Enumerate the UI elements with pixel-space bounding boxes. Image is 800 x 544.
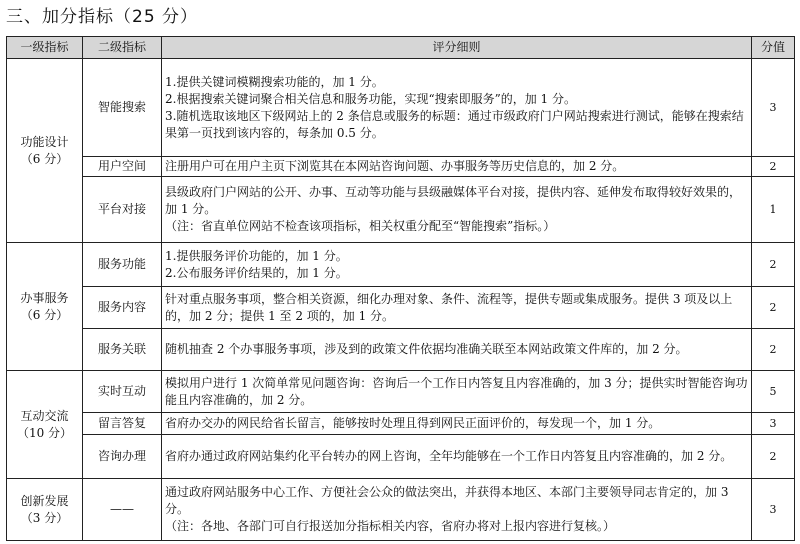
criteria-line: 省府办交办的网民给省长留言，能够按时处理且得到网民正面评价的，每发现一个，加 1 分。: [165, 416, 661, 430]
criteria-line: 1.提供服务评价功能的，加 1 分。: [165, 248, 348, 263]
table-row: [7, 177, 795, 243]
level1-cell: [7, 371, 83, 479]
criteria-line: 1.提供关键词模糊搜索功能的，加 1 分。: [165, 74, 384, 89]
score-cell: 2: [752, 435, 795, 479]
level1-cell: [7, 59, 83, 243]
table-row: [7, 287, 795, 329]
criteria-line: 2.公布服务评价结果的，加 1 分。: [165, 265, 348, 280]
table-row: [7, 371, 795, 413]
criteria-line: 模拟用户进行 1 次简单常见问题咨询：咨询后一个工作日内答复且内容准确的，加 3 分；提供实时智能咨询功能且内容准确的，加 2 分。: [165, 375, 748, 407]
score-cell: 1: [752, 177, 795, 243]
score-cell: 3: [752, 413, 795, 435]
score-cell: 2: [752, 287, 795, 329]
criteria-cell: [162, 435, 752, 479]
level2-cell: ——: [83, 479, 162, 541]
criteria-note: （注：省直单位网站不检查该项指标，相关权重分配至“智能搜索”指标。）: [165, 219, 556, 233]
level1-name: 办事服务: [20, 290, 69, 305]
criteria-cell: [162, 243, 752, 287]
section-title: 三、加分指标（25 分）: [6, 7, 199, 27]
level1-cell: [7, 243, 83, 371]
level2-cell: 咨询办理: [83, 435, 162, 479]
table-header-row: [7, 37, 795, 59]
criteria-line: 针对重点服务事项，整合相关资源，细化办理对象、条件、流程等，提供专题或集成服务。提供 3 项及以上的，加 2 分；提供 1 至 2 项的，加 1 分。: [165, 291, 733, 323]
criteria-line: 随机抽查 2 个办事服务事项，涉及到的政策文件依据均准确关联至本网站政策文件库的，加 2 分。: [165, 342, 688, 356]
level1-name: 互动交流: [20, 408, 69, 423]
criteria-line: 注册用户可在用户主页下浏览其在本网站咨询问题、办事服务等历史信息的，加 2 分。: [165, 159, 625, 173]
criteria-line: 通过政府网站服务中心工作、方便社会公众的做法突出，并获得本地区、本部门主要领导同志肯定的，加 3 分。: [165, 485, 729, 516]
table-row: [7, 157, 795, 177]
score-cell: 3: [752, 59, 795, 157]
criteria-line: 省府办通过政府网站集约化平台转办的网上咨询，全年均能够在一个工作日内答复且内容准确的，加 2 分。: [165, 449, 733, 463]
header-level2: 二级指标: [83, 37, 162, 59]
table-row: [7, 59, 795, 157]
table-row: [7, 243, 795, 287]
criteria-cell: [162, 371, 752, 413]
level2-cell: 服务关联: [83, 329, 162, 371]
criteria-cell: [162, 287, 752, 329]
score-cell: 2: [752, 243, 795, 287]
criteria-cell: [162, 413, 752, 435]
score-cell: 5: [752, 371, 795, 413]
criteria-line: 县级政府门户网站的公开、办事、互动等功能与县级融媒体平台对接，提供内容、延伸发布取得较好效果的，加 1 分。: [165, 185, 742, 216]
criteria-cell: [162, 157, 752, 177]
bonus-indicator-table: [6, 36, 795, 541]
criteria-line: 3.随机选取该地区下级网站上的 2 条信息或服务的标题：通过市级政府门户网站搜索进行测试，能够在搜索结果第一页找到该内容的，每条加 0.5 分。: [165, 108, 744, 140]
level2-cell: 留言答复: [83, 413, 162, 435]
level1-points: （10 分）: [16, 425, 73, 440]
criteria-cell: [162, 329, 752, 371]
level2-cell: 用户空间: [83, 157, 162, 177]
table-row: [7, 479, 795, 541]
level1-points: （3 分）: [20, 510, 69, 525]
level2-cell: 智能搜索: [83, 59, 162, 157]
level1-points: （6 分）: [20, 151, 69, 166]
table-row: [7, 329, 795, 371]
criteria-line: 2.根据搜索关键词聚合相关信息和服务功能，实现“搜索即服务”的，加 1 分。: [165, 91, 576, 106]
header-score: 分值: [752, 37, 795, 59]
level2-cell: 平台对接: [83, 177, 162, 243]
level1-points: （6 分）: [20, 307, 69, 322]
level2-cell: 服务内容: [83, 287, 162, 329]
score-cell: 3: [752, 479, 795, 541]
table-row: [7, 435, 795, 479]
criteria-cell: [162, 177, 752, 243]
level2-cell: 实时互动: [83, 371, 162, 413]
level1-name: 功能设计: [20, 134, 69, 149]
level1-name: 创新发展: [20, 493, 69, 508]
header-criteria: 评分细则: [162, 37, 752, 59]
score-cell: 2: [752, 329, 795, 371]
level2-cell: 服务功能: [83, 243, 162, 287]
table-row: [7, 413, 795, 435]
header-level1: 一级指标: [7, 37, 83, 59]
criteria-cell: [162, 479, 752, 541]
criteria-cell: [162, 59, 752, 157]
criteria-note: （注：各地、各部门可自行报送加分指标相关内容，省府办将对上报内容进行复核。）: [165, 519, 616, 533]
level1-cell: [7, 479, 83, 541]
score-cell: 2: [752, 157, 795, 177]
